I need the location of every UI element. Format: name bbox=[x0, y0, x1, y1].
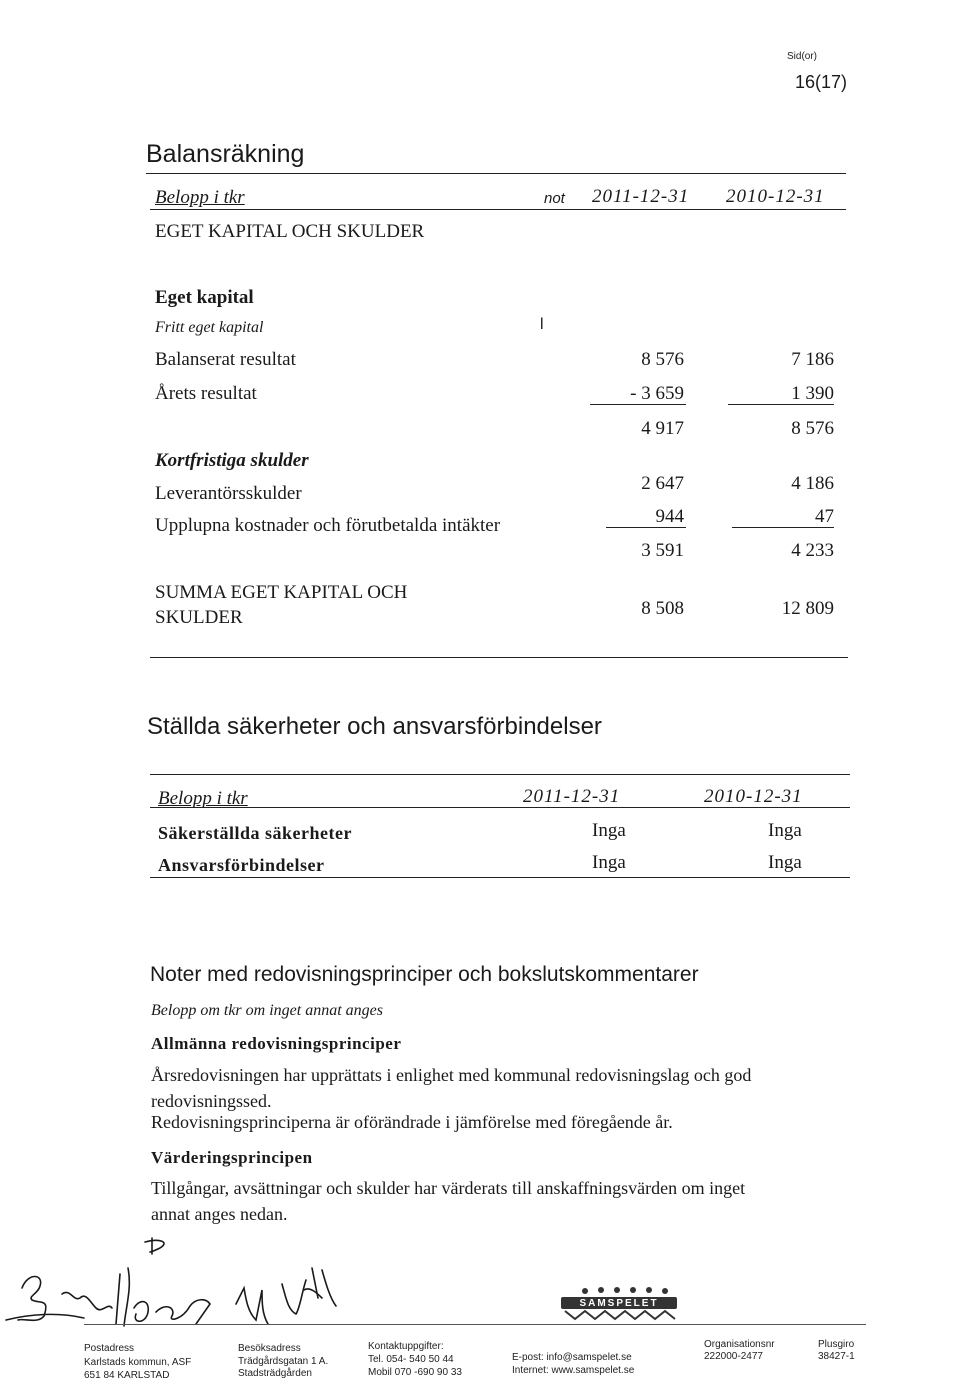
row-value-2010: 4 186 bbox=[791, 473, 834, 494]
org-value: 222000-2477 bbox=[704, 1351, 763, 1362]
row-label: Balanserat resultat bbox=[155, 349, 296, 370]
logo-text: SAMSPELET bbox=[579, 1298, 659, 1309]
secured-label: Säkerställda säkerheter bbox=[158, 823, 352, 843]
giro-label: Plusgiro bbox=[818, 1339, 855, 1350]
col1-header: 2011-12-31 bbox=[592, 186, 690, 207]
col2-header: 2010-12-31 bbox=[726, 186, 825, 207]
equity-sum-2010: 8 576 bbox=[791, 418, 834, 439]
contact-label: Kontaktuppgifter: bbox=[368, 1341, 444, 1352]
general-principles-title: Allmänna redovisningsprinciper bbox=[151, 1034, 402, 1053]
postal-line2: 651 84 KARLSTAD bbox=[84, 1370, 170, 1381]
row-label: Upplupna kostnader och förutbetalda intäkter bbox=[155, 515, 501, 536]
header-rule bbox=[150, 209, 846, 210]
not-label: not bbox=[544, 190, 565, 207]
equity-sum-2011: 4 917 bbox=[641, 418, 684, 439]
secured-2011: Inga bbox=[592, 820, 626, 841]
sid-label: Sid(or) bbox=[787, 51, 818, 62]
row-value-2010: 47 bbox=[815, 506, 834, 527]
subtotal-rule bbox=[606, 527, 686, 528]
subtotal-rule bbox=[728, 404, 834, 405]
general-principles-text-cont: redovisningssed. bbox=[151, 1091, 272, 1111]
row-label: Årets resultat bbox=[155, 383, 257, 404]
securities-unit-label: Belopp i tkr bbox=[158, 788, 248, 809]
free-equity-label: Fritt eget kapital bbox=[155, 319, 264, 336]
row-value-2011: - 3 659 bbox=[630, 383, 684, 404]
postal-label: Postadress bbox=[84, 1343, 135, 1354]
contingent-label: Ansvarsförbindelser bbox=[158, 855, 325, 875]
short-sum-2011: 3 591 bbox=[641, 540, 684, 561]
visit-line1: Trädgårdsgatan 1 A. bbox=[238, 1356, 329, 1367]
page-number: 16(17) bbox=[795, 72, 848, 92]
valuation-text-cont: annat anges nedan. bbox=[151, 1204, 288, 1224]
general-principles-text: Årsredovisningen har upprättats i enlighet med kommunal redovisningslag och god bbox=[151, 1065, 752, 1085]
securities-col2: 2010-12-31 bbox=[704, 786, 803, 807]
unit-label: Belopp i tkr bbox=[155, 187, 245, 208]
notes-title: Noter med redovisningsprinciper och bokslutskommentarer bbox=[150, 963, 699, 986]
contact-phone: Tel. 054- 540 50 44 bbox=[368, 1354, 454, 1365]
contact-email[interactable]: E-post: info@samspelet.se bbox=[512, 1352, 632, 1363]
note-mark: l bbox=[540, 316, 544, 333]
securities-top-rule bbox=[150, 774, 850, 775]
subtotal-rule bbox=[732, 527, 834, 528]
contact-mobile: Mobil 070 -690 90 33 bbox=[368, 1367, 462, 1378]
subtotal-rule bbox=[590, 404, 686, 405]
row-value-2010: 1 390 bbox=[791, 383, 834, 404]
general-principles-unchanged: Redovisningsprinciperna är oförändrade i jämförelse med föregående år. bbox=[151, 1112, 673, 1132]
visit-line2: Stadsträdgården bbox=[238, 1368, 312, 1379]
contingent-2011: Inga bbox=[592, 852, 626, 873]
row-value-2010: 7 186 bbox=[791, 349, 834, 370]
secured-2010: Inga bbox=[768, 820, 802, 841]
footer-rule bbox=[84, 1324, 866, 1325]
securities-bottom-rule bbox=[150, 877, 850, 878]
total-label-line1: SUMMA EGET KAPITAL OCH bbox=[155, 582, 408, 603]
visit-label: Besöksadress bbox=[238, 1343, 301, 1354]
total-label-line2: SKULDER bbox=[155, 607, 243, 628]
securities-title: Ställda säkerheter och ansvarsförbindelser bbox=[147, 713, 602, 740]
contingent-2010: Inga bbox=[768, 852, 802, 873]
short-sum-2010: 4 233 bbox=[791, 540, 834, 561]
equity-title: Eget kapital bbox=[155, 287, 254, 308]
total-2011: 8 508 bbox=[641, 598, 684, 619]
row-value-2011: 2 647 bbox=[641, 473, 684, 494]
org-label: Organisationsnr bbox=[704, 1339, 775, 1350]
row-label: Leverantörsskulder bbox=[155, 483, 302, 504]
balance-title: Balansräkning bbox=[146, 140, 305, 168]
short-debt-title: Kortfristiga skulder bbox=[155, 450, 309, 471]
securities-col1: 2011-12-31 bbox=[523, 786, 621, 807]
row-value-2011: 944 bbox=[655, 506, 684, 527]
section-title: EGET KAPITAL OCH SKULDER bbox=[155, 221, 425, 242]
postal-line1: Karlstads kommun, ASF bbox=[84, 1357, 192, 1368]
valuation-text: Tillgångar, avsättningar och skulder har värderats till anskaffningsvärden om inget bbox=[151, 1178, 746, 1198]
total-2010: 12 809 bbox=[781, 598, 834, 619]
handwritten-signatures bbox=[0, 1228, 480, 1332]
balance-bottom-rule bbox=[150, 657, 848, 658]
contact-web[interactable]: Internet: www.samspelet.se bbox=[512, 1365, 635, 1376]
valuation-title: Värderingsprincipen bbox=[151, 1148, 313, 1167]
title-rule bbox=[146, 173, 846, 174]
notes-subtitle: Belopp om tkr om inget annat anges bbox=[151, 1002, 383, 1019]
row-value-2011: 8 576 bbox=[641, 349, 684, 370]
giro-value: 38427-1 bbox=[818, 1351, 855, 1362]
securities-header-rule bbox=[150, 807, 850, 808]
